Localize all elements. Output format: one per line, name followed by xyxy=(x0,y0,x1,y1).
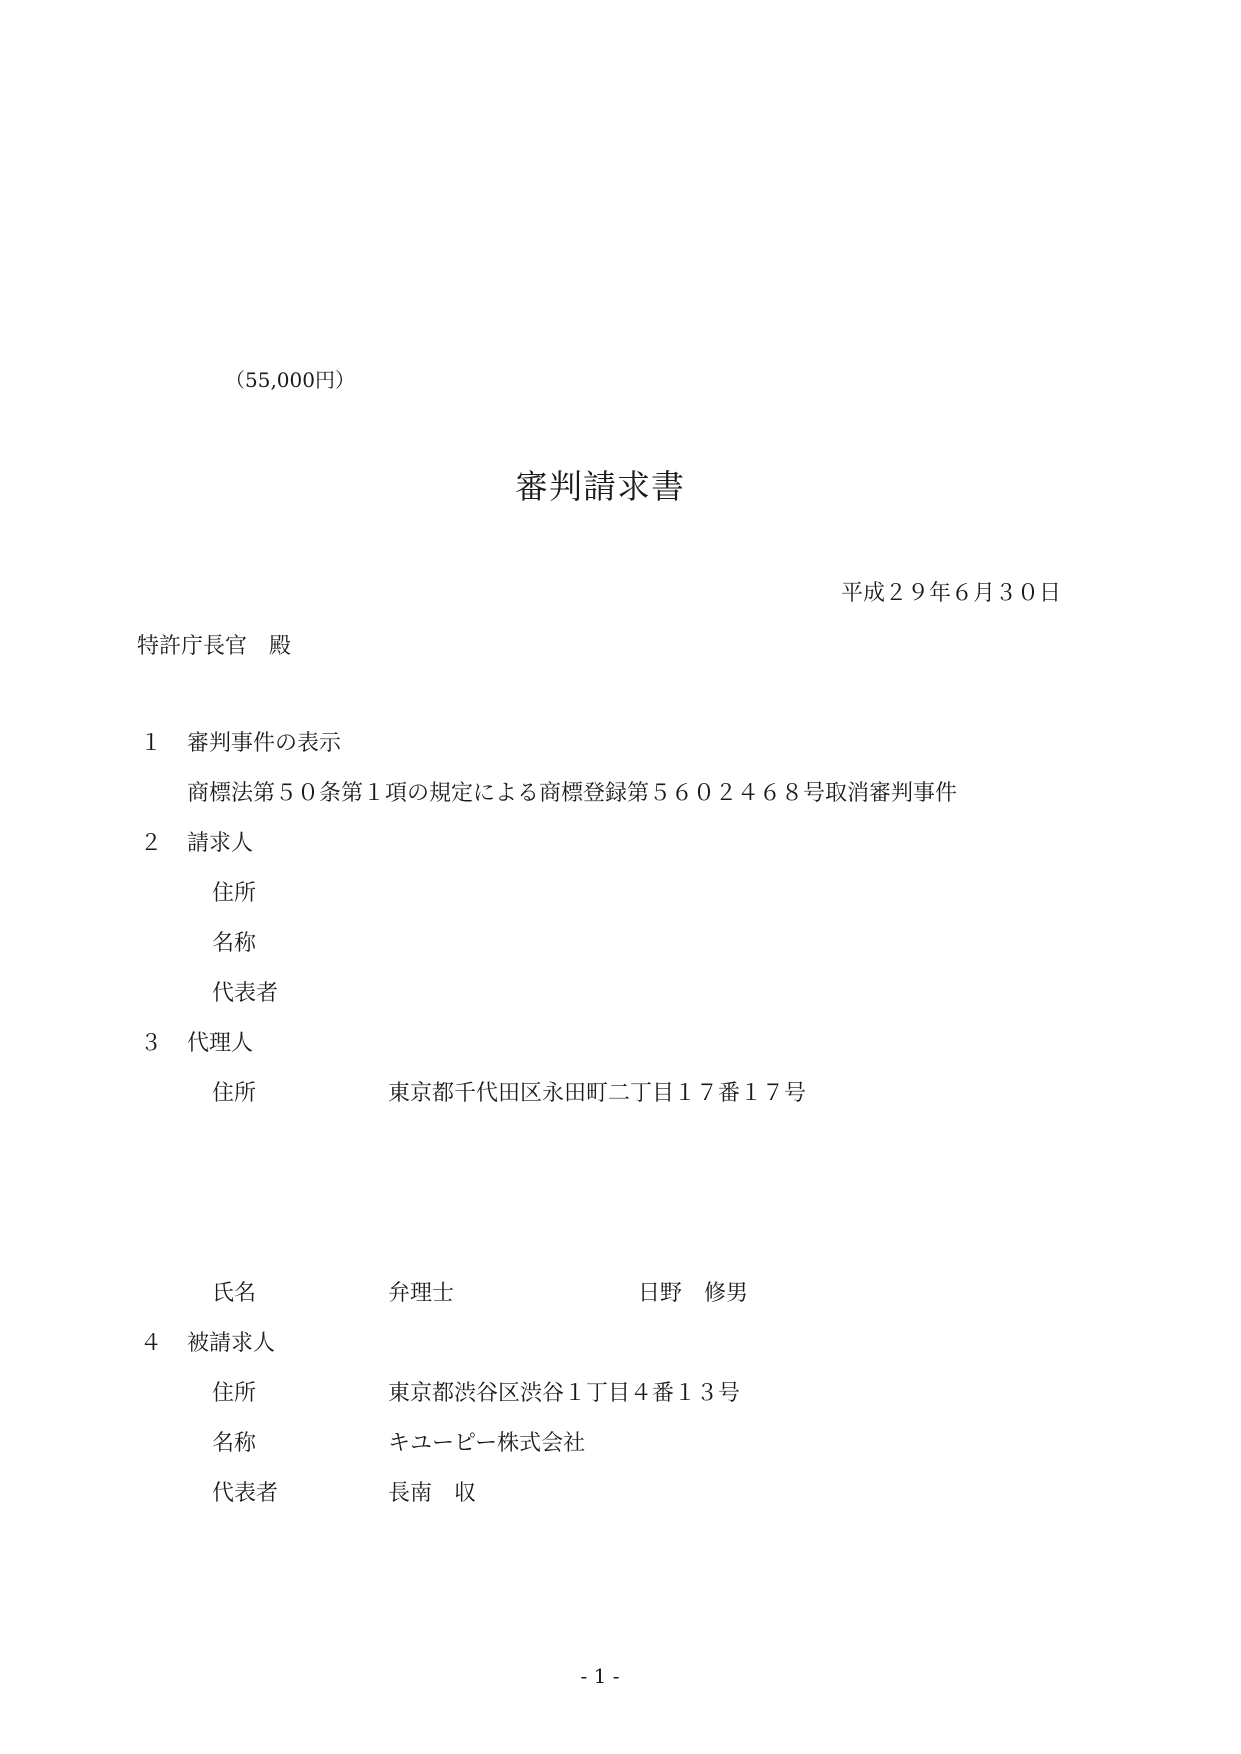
document-title: 審判請求書 xyxy=(515,467,685,506)
document-date: 平成２９年６月３０日 xyxy=(840,581,1061,606)
fee-amount: （55,000円） xyxy=(225,368,355,392)
section-3-title: 代理人 xyxy=(187,1031,254,1056)
section-2-rep-label: 代表者 xyxy=(212,981,279,1006)
section-1-number: １ xyxy=(140,731,163,756)
addressee: 特許庁長官 殿 xyxy=(137,634,292,659)
section-3-address-label: 住所 xyxy=(212,1081,257,1106)
section-4-rep: 長南 収 xyxy=(388,1481,477,1506)
section-4-name: キユーピー株式会社 xyxy=(388,1431,586,1456)
section-3-name-label: 氏名 xyxy=(212,1281,257,1306)
section-2-title: 請求人 xyxy=(187,831,254,856)
section-4-address: 東京都渋谷区渋谷１丁目４番１３号 xyxy=(388,1381,741,1406)
section-4-name-label: 名称 xyxy=(212,1431,257,1456)
section-2-name-label: 名称 xyxy=(212,931,257,956)
section-1-title: 審判事件の表示 xyxy=(187,731,342,756)
section-3-number: ３ xyxy=(140,1031,163,1056)
section-2-number: ２ xyxy=(140,831,163,856)
section-4-number: ４ xyxy=(140,1331,163,1356)
section-2-address-label: 住所 xyxy=(212,881,257,906)
section-4-address-label: 住所 xyxy=(212,1381,257,1406)
section-3-name: 日野 修男 xyxy=(638,1281,749,1306)
section-4-rep-label: 代表者 xyxy=(212,1481,279,1506)
section-3-profession: 弁理士 xyxy=(388,1281,455,1306)
page-number: - 1 - xyxy=(580,1664,620,1688)
section-3-address: 東京都千代田区永田町二丁目１７番１７号 xyxy=(388,1081,807,1106)
section-4-title: 被請求人 xyxy=(187,1331,276,1356)
section-1-text: 商標法第５０条第１項の規定による商標登録第５６０２４６８号取消審判事件 xyxy=(187,781,958,806)
